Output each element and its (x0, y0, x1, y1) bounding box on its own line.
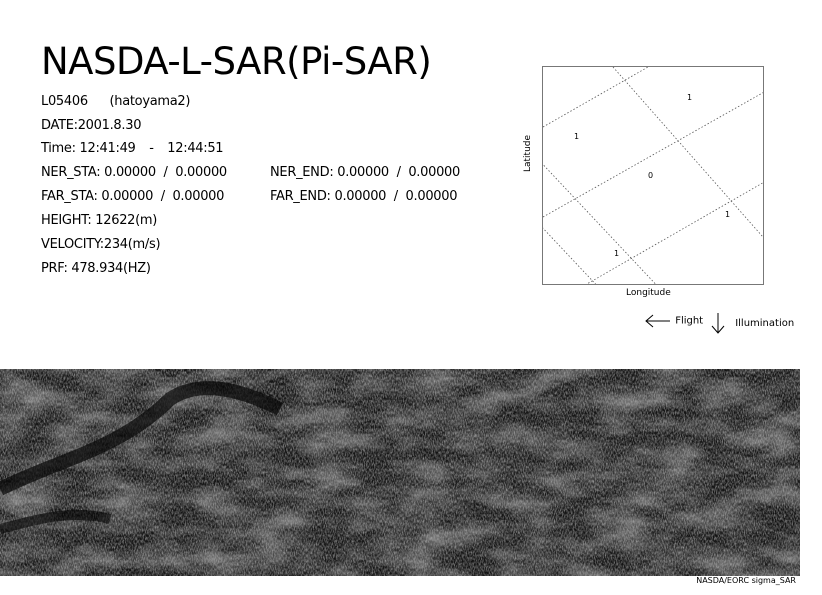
height-text: HEIGHT: 12622(m) (41, 213, 158, 228)
page-title: NASDA-L-SAR(Pi-SAR) (41, 40, 432, 83)
grid-line (543, 207, 603, 284)
map-longitude-label: Longitude (626, 288, 671, 298)
scene-id-row (41, 94, 190, 109)
prf-text: PRF: 478.934(HZ) (41, 261, 151, 276)
grid-line (573, 177, 763, 284)
scene-id: L05406 (41, 94, 88, 109)
ner-end-label: NER_END: (270, 165, 334, 180)
grid-label: 1 (614, 249, 620, 258)
location-map-frame (542, 66, 764, 285)
ner-end-value: 0.00000 / 0.00000 (337, 165, 460, 180)
grid-line (543, 122, 663, 284)
grid-label: 1 (574, 132, 580, 141)
time-separator: - (149, 141, 154, 156)
time-row (41, 141, 223, 156)
grid-line (543, 87, 763, 217)
time-end: 12:44:51 (167, 141, 224, 156)
arrow-down-icon (710, 312, 726, 334)
grid-line (543, 67, 683, 127)
ner-sta-row (41, 165, 227, 180)
far-end-value: 0.00000 / 0.00000 (334, 189, 458, 204)
illumination-label: Illumination (735, 317, 795, 329)
ner-end-row (270, 165, 460, 180)
far-end-row (270, 189, 457, 204)
grid-label: 1 (725, 210, 731, 219)
flight-label: Flight (675, 315, 704, 327)
location-map-grid (543, 67, 763, 284)
ner-sta-value: 0.00000 / 0.00000 (104, 165, 227, 180)
time-start: Time: 12:41:49 (41, 141, 136, 156)
credit-text: NASDA/EORC sigma_SAR (696, 576, 796, 585)
flight-legend (644, 314, 703, 328)
grid-label: 0 (648, 171, 654, 180)
far-sta-row (41, 189, 224, 204)
far-sta-value: 0.00000 / 0.00000 (101, 189, 225, 204)
scene-name: (hatoyama2) (109, 94, 191, 109)
ner-sta-label: NER_STA: (41, 165, 101, 180)
arrow-left-icon (644, 314, 672, 328)
sar-image (0, 369, 800, 576)
location-map (522, 62, 770, 302)
far-sta-label: FAR_STA: (41, 189, 98, 204)
map-latitude-label: Latitude (523, 134, 533, 172)
velocity-text: VELOCITY:234(m/s) (41, 237, 161, 252)
far-end-label: FAR_END: (270, 189, 331, 204)
date-text: DATE:2001.8.30 (41, 118, 142, 133)
illumination-legend (710, 312, 794, 334)
grid-label: 1 (687, 93, 693, 102)
sar-image-texture (0, 369, 800, 576)
